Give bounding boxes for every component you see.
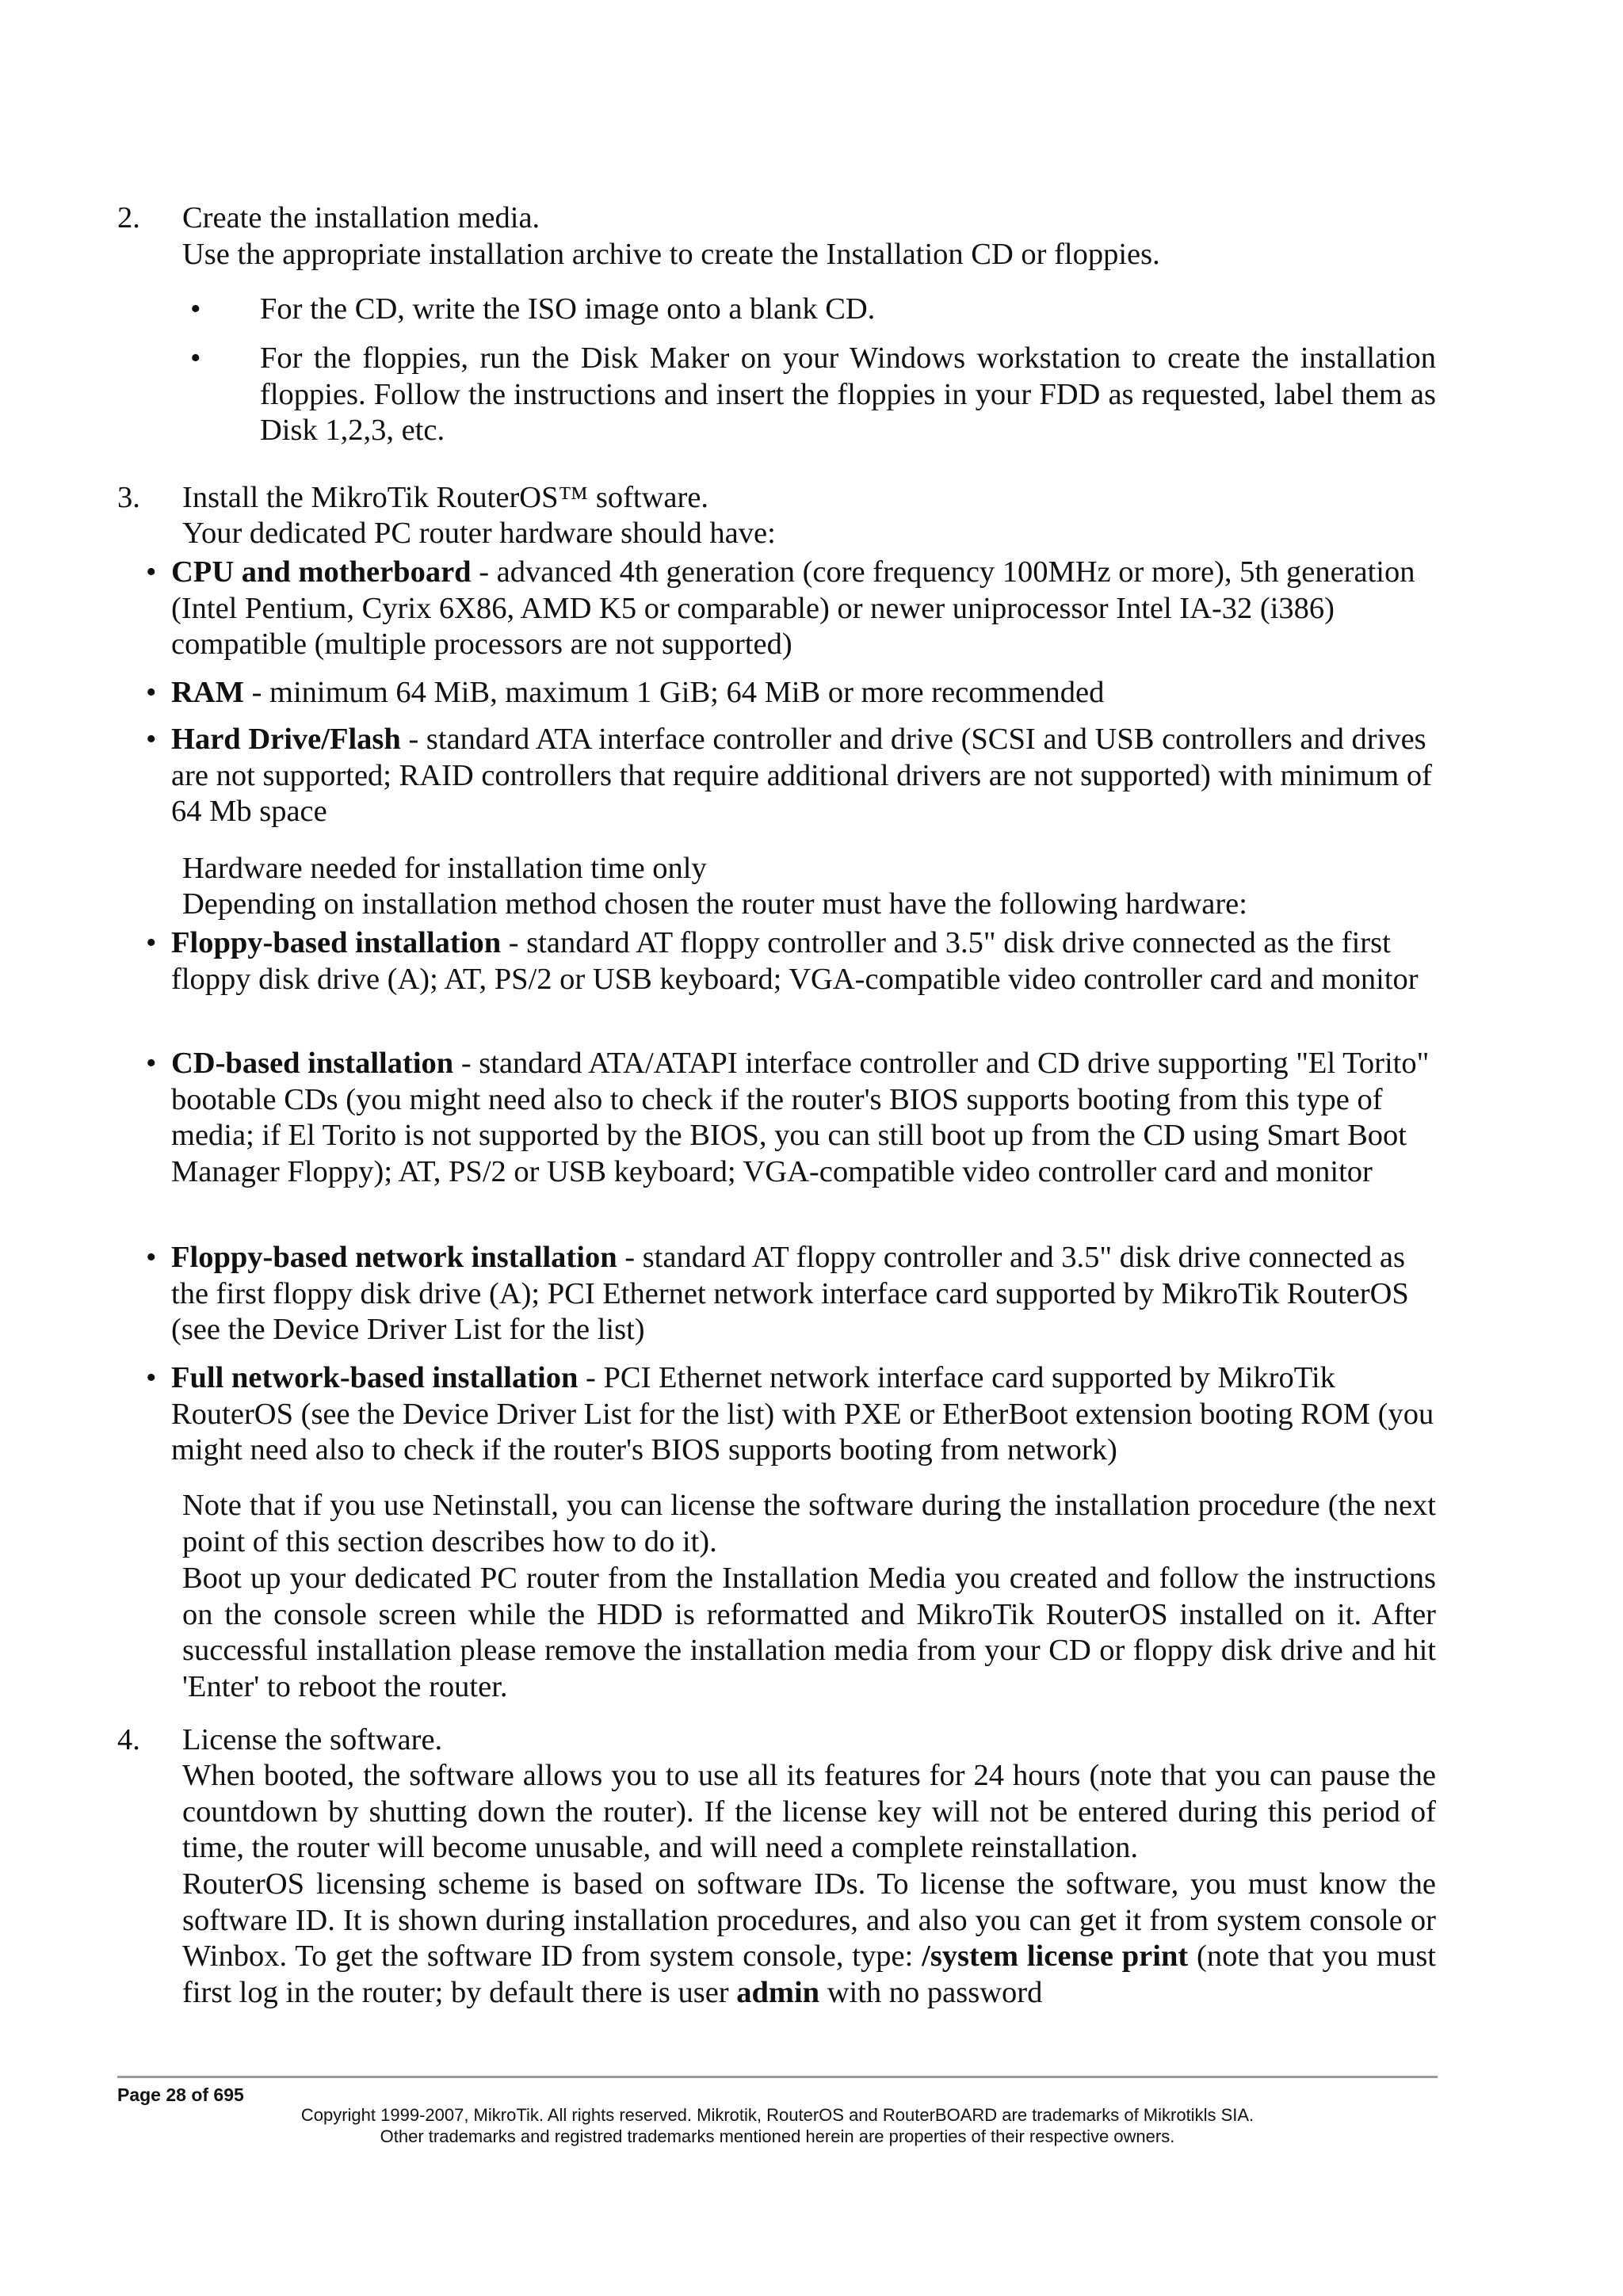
- install-item-floppy-network: [171, 1240, 1439, 1348]
- step-4-number: 4.: [117, 1723, 140, 1756]
- bullet-marker: •: [190, 292, 201, 326]
- trademark-line: Other trademarks and registred trademarks mentioned herein are properties of their respective owners.: [380, 2126, 1175, 2146]
- install-hardware-title: Hardware needed for installation time only: [182, 852, 707, 885]
- install-item-text: - standard AT floppy controller and 3.5" disk drive connected as the first floppy disk drive (A); PCI Ethernet network interface card supported by MikroTik RouterOS (see the Device Driver List for the list): [171, 1241, 1409, 1346]
- step-3-description: Your dedicated PC router hardware should have:: [182, 517, 776, 550]
- default-user: admin: [736, 1975, 820, 2009]
- license-command: /system license print: [922, 1939, 1189, 1973]
- install-item-label: Full network-based installation: [171, 1361, 579, 1394]
- bullet-marker: •: [146, 1361, 157, 1394]
- install-item-floppy: [171, 925, 1439, 997]
- hw-item-label: RAM: [171, 676, 244, 709]
- hw-item-cpu: [171, 555, 1439, 663]
- install-item-text: - standard AT floppy controller and 3.5" disk drive connected as the first floppy disk drive (A); AT, PS/2 or USB keyboard; VGA-compatible video controller card and monitor: [171, 926, 1419, 996]
- hw-item-label: Hard Drive/Flash: [171, 723, 401, 756]
- install-item-text: - PCI Ethernet network interface card supported by MikroTik RouterOS (see the Device Driver List for the list) with PXE or EtherBoot extension booting ROM (you might need also to check if the router's BIOS supports booting from network): [171, 1361, 1434, 1466]
- bullet-marker: •: [190, 341, 201, 375]
- step-3-title: Install the MikroTik RouterOS™ software.: [182, 481, 709, 514]
- license-scheme-paragraph: [182, 1867, 1436, 2011]
- boot-instructions: Boot up your dedicated PC router from the Installation Media you created and follow the instructions on the console screen while the HDD is reformatted and MikroTik RouterOS installed on it. After successful installation please remove the installation media from your CD or floppy disk drive and hit 'Enter' to reboot the router.: [182, 1562, 1436, 1703]
- bullet-marker: •: [146, 1047, 157, 1080]
- hw-item-label: CPU and motherboard: [171, 555, 472, 589]
- bullet-marker: •: [146, 555, 157, 589]
- install-item-cd: [171, 1046, 1439, 1190]
- step-4-title: License the software.: [182, 1723, 443, 1756]
- step-3-number: 3.: [117, 481, 140, 514]
- install-hardware-description: Depending on installation method chosen the router must have the following hardware:: [182, 887, 1247, 921]
- bullet-marker: •: [146, 926, 157, 959]
- license-scheme-text-2: (note that you must first log in the router; by default there is user: [182, 1939, 1437, 2009]
- install-item-full-network: [171, 1360, 1439, 1469]
- hw-item-ram: [171, 675, 1439, 711]
- hw-item-text: - advanced 4th generation (core frequency 100MHz or more), 5th generation (Intel Pentium, Cyrix 6X86, AMD K5 or comparable) or newer uniprocessor Intel IA-32 (i386) compatible (multiple processors are not supported): [171, 555, 1415, 661]
- install-item-text: - standard ATA/ATAPI interface controller and CD drive supporting "El Torito" bootable CDs (you might need also to check if the router's BIOS supports booting from this type of media; if El Torito is not supported by the BIOS, you can still boot up from the CD using Smart Boot Manager Floppy); AT, PS/2 or USB keyboard; VGA-compatible video controller card and monitor: [171, 1047, 1430, 1188]
- step-2-bullet-floppies-text: For the floppies, run the Disk Maker on your Windows workstation to create the installation floppies. Follow the instructions and insert the floppies in your FDD as requested, label them as Disk 1,2,3, etc.: [260, 341, 1436, 447]
- bullet-marker: •: [146, 723, 157, 756]
- step-2-bullet-cd: For the CD, write the ISO image onto a blank CD.: [260, 292, 876, 326]
- install-item-label: Floppy-based network installation: [171, 1241, 617, 1274]
- step-2-title: Create the installation media.: [182, 201, 540, 235]
- step-2-number: 2.: [117, 201, 140, 235]
- step-2-bullet-floppies: [260, 341, 1436, 449]
- hw-item-text: - minimum 64 MiB, maximum 1 GiB; 64 MiB or more recommended: [243, 676, 1105, 709]
- license-scheme-text-3: with no password: [819, 1975, 1043, 2009]
- bullet-marker: •: [146, 676, 157, 709]
- copyright-line: Copyright 1999-2007, MikroTik. All rights reserved. Mikrotik, RouterOS and RouterBOARD are trademarks of Mikrotikls SIA.: [300, 2105, 1254, 2125]
- footer-divider: [117, 2076, 1438, 2078]
- bullet-marker: •: [146, 1241, 157, 1274]
- page-number: Page 28 of 695: [117, 2084, 244, 2105]
- hw-item-text: - standard ATA interface controller and drive (SCSI and USB controllers and drives are not supported; RAID controllers that require additional drivers are not supported) with minimum of 64 Mb space: [171, 723, 1432, 828]
- install-item-label: Floppy-based installation: [171, 926, 502, 959]
- hw-item-hard-drive: [171, 722, 1439, 830]
- license-trial-paragraph: When booted, the software allows you to use all its features for 24 hours (note that you can pause the countdown by shutting down the router). If the license key will not be entered during this period of time, the router will become unusable, and will need a complete reinstallation.: [182, 1759, 1436, 1864]
- step-2-description: Use the appropriate installation archive to create the Installation CD or floppies.: [182, 238, 1160, 271]
- netinstall-note: Note that if you use Netinstall, you can license the software during the installation procedure (the next point of this section describes how to do it).: [182, 1489, 1436, 1558]
- license-scheme-text: RouterOS licensing scheme is based on software IDs. To license the software, you must know the software ID. It is shown during installation procedures, and also you can get it from system console or Winbox. To get the software ID from system console, type:: [182, 1867, 1436, 1973]
- install-item-label: CD-based installation: [171, 1047, 454, 1080]
